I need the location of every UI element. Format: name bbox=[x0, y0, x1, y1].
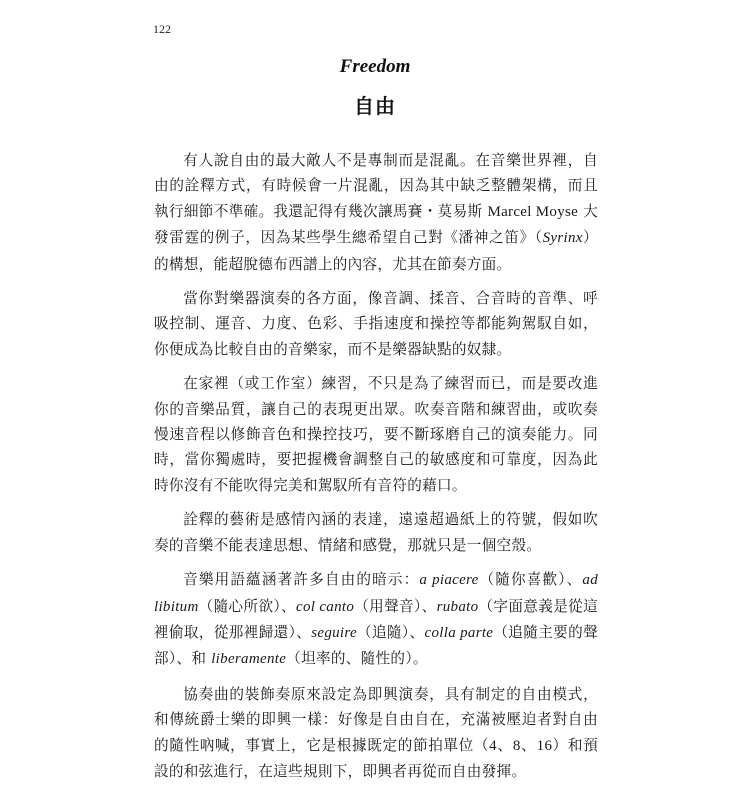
paragraph-4: 詮釋的藝術是感情內涵的表達，遠遠超過紙上的符號，假如吹奏的音樂不能表達思想、情緒和感覺，那就只是一個空殼。 bbox=[154, 511, 598, 554]
person-name: Marcel Moyse bbox=[487, 203, 579, 220]
paragraph-3: 在家裡（或工作室）練習，不只是為了練習而已，而是要改進你的音樂品質，讓自己的表現更出眾。吹奏音階和練習曲，或吹奏慢速音程以修飾音色和操控技巧，要不斷琢磨自己的演奏能力。同時，當你獨處時，要把握機會調整自己的敏感度和可靠度，因為此時你沒有不能吹得完美和駕馭所有音符的藉口。 bbox=[154, 375, 598, 494]
paragraph-6-text-a: 協奏曲的裝飾奏原來設定為即興演奏，具有制定的自由模式，和傳統爵士樂的即興一樣：好像是自由自在，充滿被壓迫者對自由的隨性吶喊，事實上，它是根據既定的節拍單位（ bbox=[154, 685, 598, 754]
paragraph-5-text-d: （用聲音）、 bbox=[354, 597, 437, 615]
paragraph-1 bbox=[154, 148, 598, 277]
page-number: 122 bbox=[153, 22, 171, 36]
paragraph-1-text-b: 大發雷霆的例子，因為某些學生總希望自己對《潘神之笛》（ bbox=[154, 202, 599, 247]
paragraph-5-text-b: （隨你喜歡）、 bbox=[478, 571, 583, 589]
term-rubato: rubato bbox=[436, 598, 479, 615]
paragraph-5-text-f: （追隨）、 bbox=[356, 623, 425, 641]
paragraph-5 bbox=[154, 567, 598, 673]
term-liberamente: liberamente bbox=[211, 651, 287, 668]
paragraph-5-text-g: （追隨主要的聲部）、和 bbox=[154, 623, 598, 668]
paragraph-5-text-e: （字面意義是從這裡偷取，從那裡歸還）、 bbox=[154, 597, 598, 641]
paragraph-1-text-c: ）的構想，能超脫德布西譜上的內容，尤其在節奏方面。 bbox=[154, 229, 598, 273]
paragraph-2: 當你對樂器演奏的各方面，像音調、揉音、合音時的音準、呼吸控制、運音、力度、色彩、手指速度和操控等都能夠駕馭自如，你便成為比較自由的音樂家，而不是樂器缺點的奴隸。 bbox=[154, 290, 598, 358]
beat-units: 4、8、16 bbox=[489, 737, 553, 754]
paragraph-6-text-b: ）和預設的和弦進行，在這些規則下，即興者再從而自由發揮。 bbox=[154, 736, 598, 780]
term-ad-libitum: ad libitum bbox=[154, 572, 598, 615]
chapter-title-chinese: 自由 bbox=[354, 94, 396, 118]
paragraph-1-text-a: 有人說自由的最大敵人不是專制而是混亂。在音樂世界裡，自由的詮釋方式，有時候會一片混亂，因為其中缺乏整體架構，而且執行細節不準確。我還記得有幾次讓馬賽・莫易斯 bbox=[154, 152, 598, 220]
paragraph-6 bbox=[154, 682, 598, 785]
term-col-canto: col canto bbox=[296, 598, 355, 615]
term-seguire: seguire bbox=[311, 624, 357, 641]
body-text bbox=[154, 148, 598, 793]
term-a-piacere: a piacere bbox=[419, 572, 479, 589]
paragraph-5-text-h: （坦率的、隨性的）。 bbox=[286, 650, 428, 668]
paragraph-5-text-a: 音樂用語蘊涵著許多自由的暗示： bbox=[183, 571, 420, 589]
chapter-title-english: Freedom bbox=[339, 56, 411, 77]
work-title-syrinx: Syrinx bbox=[542, 230, 583, 247]
term-colla-parte: colla parte bbox=[424, 624, 494, 641]
paragraph-5-text-c: （隨心所欲）、 bbox=[198, 597, 296, 615]
